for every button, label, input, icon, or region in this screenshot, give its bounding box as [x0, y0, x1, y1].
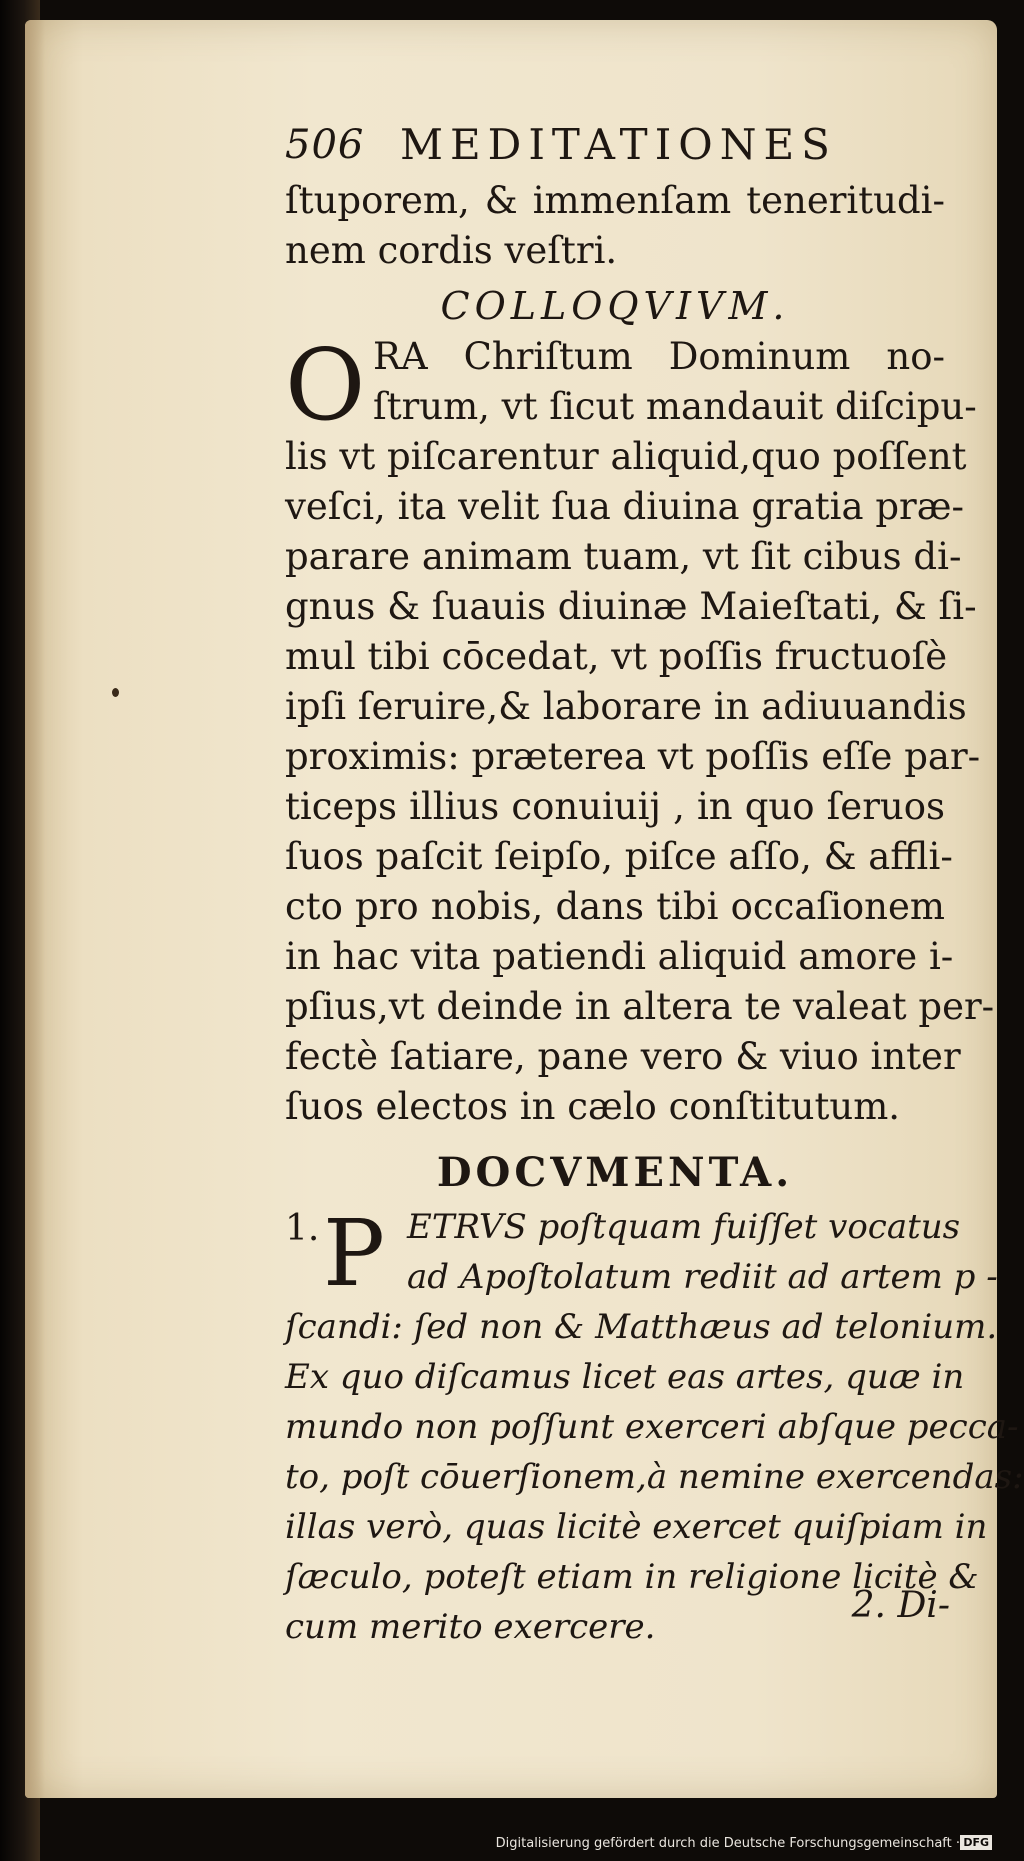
documenta-line: ETRVS poſtquam fuiſſet vocatus — [407, 1207, 961, 1247]
documenta-line: illas verò, quas licitè exercet quiſpiam in — [285, 1507, 988, 1547]
colloquium-line: ticeps illius conuiuij , in quo ſeruos — [285, 785, 945, 828]
colloquium-line: ſtrum, vt ſicut mandauit diſcipu- — [373, 385, 977, 428]
catchword: 2. Di- — [851, 1585, 950, 1626]
colloquium-line: gnus & ſuauis diuinæ Maieſtati, & ſi- — [285, 585, 977, 628]
documenta-line: ſcandi: ſed non & Matthæus ad telonium. — [285, 1307, 998, 1347]
page-number: 506 — [285, 122, 365, 168]
documenta-paragraph — [285, 1200, 1024, 1652]
funding-notice: Digitalisierung gefördert durch die Deutsche Forschungsgemeinschaft · — [495, 1836, 960, 1851]
ink-spot — [112, 688, 119, 697]
documenta-line: ſæculo, poteſt etiam in religione licitè & — [285, 1557, 979, 1597]
colloquium-line: RA Chriſtum Dominum no- — [373, 335, 945, 378]
colloquium-line: fectè ſatiare, pane vero & viuo inter — [285, 1035, 961, 1078]
documenta-heading: DOCVMENTA. — [436, 1149, 794, 1196]
page-header — [285, 112, 945, 176]
footer-bar — [0, 1830, 1000, 1861]
colloquium-line: ſuos paſcit ſeipſo, piſce aſſo, & affli- — [285, 835, 953, 878]
page-edge-shadow — [25, 20, 45, 1798]
colloquium-line: lis vt piſcarentur aliquid,quo poſſent — [285, 435, 967, 478]
colloquium-line: ſuos electos in cælo conſtitutum. — [285, 1085, 901, 1128]
documenta-line: ad Apoſtolatum rediit ad artem p - — [407, 1257, 998, 1297]
documenta-line: Ex quo diſcamus licet eas artes, quæ in — [285, 1357, 965, 1397]
documenta-line: to, poſt cōuerſionem,à nemine exercendas: — [285, 1457, 1024, 1497]
documenta-line: cum merito exercere. — [285, 1607, 656, 1647]
colloquium-line: in hac vita patiendi aliquid amore i- — [285, 935, 954, 978]
drop-initial-p: P — [323, 1200, 385, 1307]
opening-line: ſtuporem, & immenſam teneritudi- — [285, 179, 945, 222]
colloquium-line: mul tibi cōcedat, vt poſſis fructuoſè — [285, 635, 948, 678]
running-head: MEDITATIONES — [400, 120, 837, 169]
colloquium-heading: COLLOQVIVM. — [440, 284, 790, 328]
text-block — [285, 112, 1024, 1652]
colloquium-line: ipſi ſeruire,& laborare in adiuuandis — [285, 685, 967, 728]
drop-initial-o: O — [285, 329, 366, 443]
documenta-line: mundo non poſſunt exerceri abſque pecca- — [285, 1407, 1019, 1447]
colloquium-line: pſius,vt deinde in altera te valeat per- — [285, 985, 995, 1028]
item-number: 1. — [285, 1208, 320, 1249]
colloquium-line: cto pro nobis, dans tibi occaſionem — [285, 885, 945, 928]
colloquium-line: parare animam tuam, vt ſit cibus di- — [285, 535, 962, 578]
opening-line: nem cordis veſtri. — [285, 229, 618, 272]
colloquium-paragraph — [285, 329, 995, 1132]
colloquium-line: proximis: præterea vt poſſis eſſe par- — [285, 735, 981, 778]
colloquium-line: veſci, ita velit ſua diuina gratia præ- — [285, 485, 964, 528]
dfg-logo: DFG — [960, 1835, 992, 1850]
